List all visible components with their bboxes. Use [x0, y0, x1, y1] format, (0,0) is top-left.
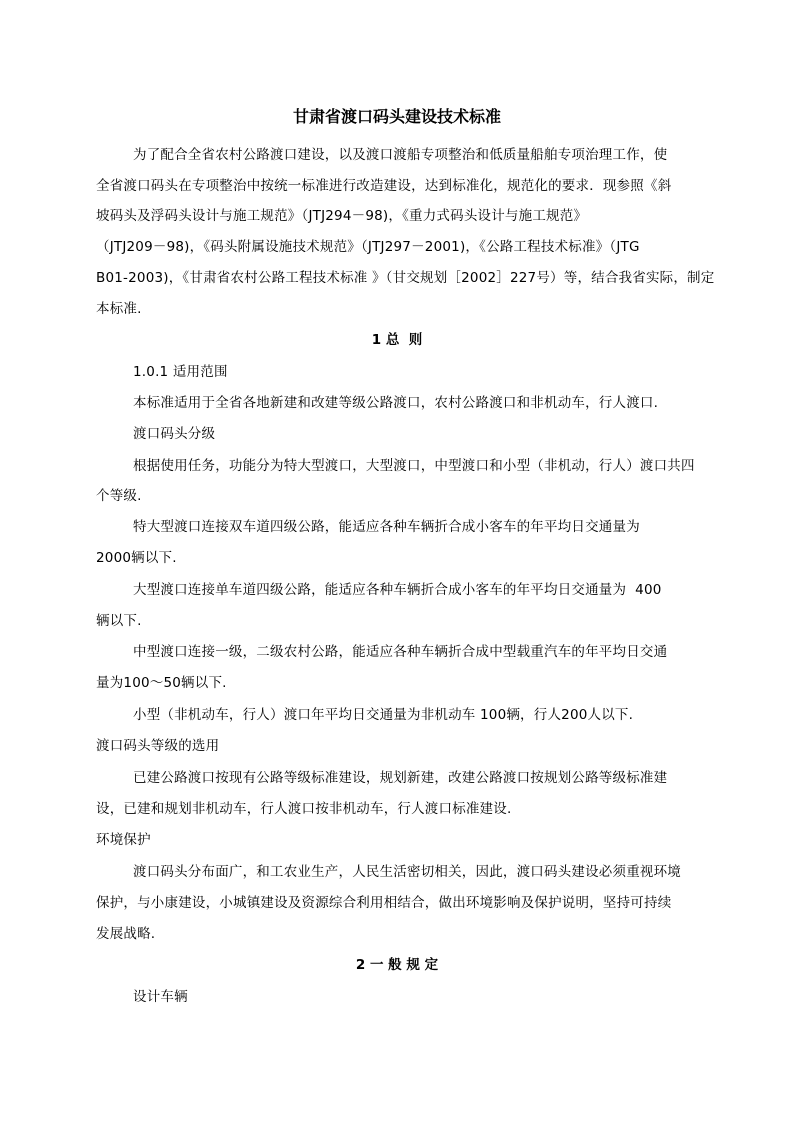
- vehicle-heading: 设计车辆: [133, 989, 188, 1005]
- medium-line-2: 量为100～50辆以下.: [96, 675, 227, 691]
- env-text-line-3: 发展战略.: [96, 926, 156, 942]
- selection-text-line-1: 已建公路渡口按现有公路等级标准建设，规划新建，改建公路渡口按规划公路等级标准建: [133, 770, 668, 786]
- intro-line-2: 全省渡口码头在专项整治中按统一标准进行改造建设，达到标准化，规范化的要求．现参照《斜: [96, 178, 672, 194]
- grade-text-line-2: 个等级.: [96, 488, 142, 504]
- scope-heading: 1.0.1 适用范围: [133, 364, 228, 380]
- small-text: 小型（非机动车，行人）渡口年平均日交通量为非机动车 100辆，行人200人以下.: [133, 707, 634, 723]
- grade-text-line-1: 根据使用任务，功能分为特大型渡口，大型渡口，中型渡口和小型（非机动，行人）渡口共四: [133, 458, 695, 474]
- special-large-line-2: 2000辆以下.: [96, 550, 177, 566]
- intro-line-6: 本标准.: [96, 301, 142, 317]
- intro-line-3: 坡码头及浮码头设计与施工规范》（JTJ294－98)，《重力式码头设计与施工规范》: [96, 208, 588, 224]
- intro-line-1: 为了配合全省农村公路渡口建设，以及渡口渡船专项整治和低质量船舶专项治理工作，使: [133, 147, 668, 163]
- large-line-1: 大型渡口连接单车道四级公路，能适应各种车辆折合成小客车的年平均日交通量为 400: [133, 582, 662, 598]
- grade-heading: 渡口码头分级: [133, 426, 216, 442]
- section-1-heading: 1 总 则: [371, 332, 423, 348]
- env-text-line-1: 渡口码头分布面广，和工农业生产，人民生活密切相关，因此，渡口码头建设必须重视环境: [133, 864, 681, 880]
- section-2-heading: 2 一 般 规 定: [355, 957, 439, 973]
- scope-text: 本标准适用于全省各地新建和改建等级公路渡口，农村公路渡口和非机动车，行人渡口.: [133, 395, 659, 411]
- intro-line-5: B01-2003)，《甘肃省农村公路工程技术标准 》（甘交规划［2002］227号）等，结合我省实际，制定: [96, 270, 715, 286]
- selection-text-line-2: 设，已建和规划非机动车，行人渡口按非机动车，行人渡口标准建设.: [96, 801, 512, 817]
- document-title: 甘肃省渡口码头建设技术标准: [292, 107, 501, 126]
- large-line-2: 辆以下.: [96, 613, 142, 629]
- medium-line-1: 中型渡口连接一级，二级农村公路，能适应各种车辆折合成中型载重汽车的年平均日交通: [133, 644, 668, 660]
- intro-line-4: （JTJ209－98)，《码头附属设施技术规范》（JTJ297－2001)，《公路工程技术标准》（JTG: [96, 239, 640, 255]
- env-heading: 环境保护: [96, 832, 151, 848]
- selection-heading: 渡口码头等级的选用: [96, 738, 220, 754]
- env-text-line-2: 保护，与小康建设，小城镇建设及资源综合利用相结合，做出环境影响及保护说明，坚持可持续: [96, 895, 672, 911]
- special-large-line-1: 特大型渡口连接双车道四级公路，能适应各种车辆折合成小客车的年平均日交通量为: [133, 519, 640, 535]
